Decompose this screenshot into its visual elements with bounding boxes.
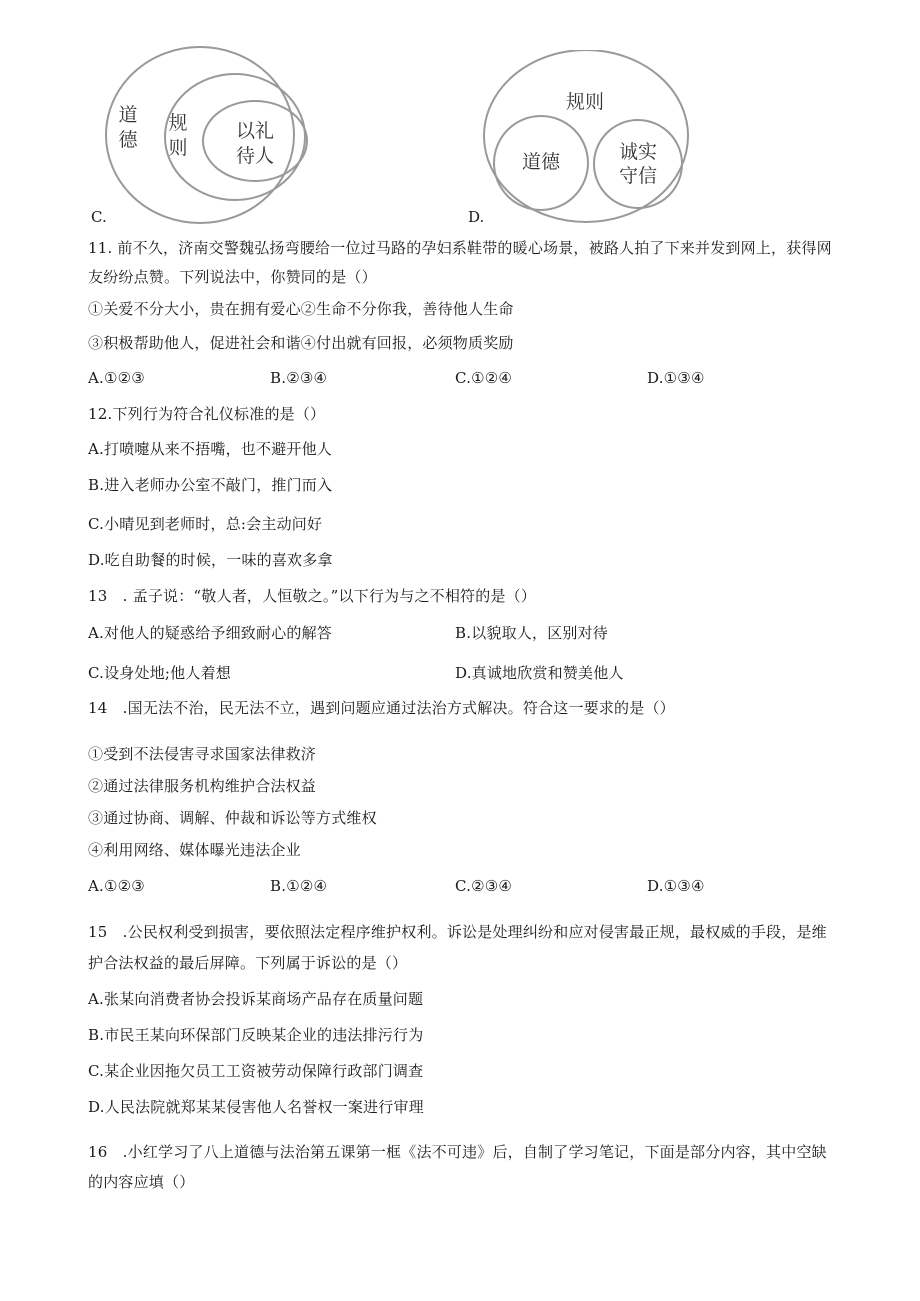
diagram-d-outer-label: 规则 [565, 91, 605, 113]
q14-stem: 14 .国无法不治，民无法不立，遇到问题应通过法治方式解决。符合这一要求的是（） [88, 699, 675, 717]
diagram-c-inner-label-2: 待人 [235, 145, 275, 167]
diagram-d-right-label-2: 守信 [618, 165, 658, 187]
q12-option-a[interactable]: A.打喷嚏从来不捂嘴，也不避开他人 [88, 440, 333, 458]
q11-option-c[interactable]: C.①②④ [455, 369, 513, 387]
q15-option-a[interactable]: A.张某向消费者协会投诉某商场产品存在质量问题 [88, 990, 424, 1008]
q13-option-d[interactable]: D.真诚地欣赏和赞美他人 [455, 664, 624, 682]
q11-statement-2: ③积极帮助他人，促进社会和谐④付出就有回报，必须物质奖励 [88, 334, 514, 352]
q14-option-c[interactable]: C.②③④ [455, 877, 513, 895]
q14-statement-2: ②通过法律服务机构维护合法权益 [88, 777, 317, 795]
diagram-c [85, 45, 325, 230]
q14-statement-4: ④利用网络、媒体曝光违法企业 [88, 841, 301, 859]
q12-option-d[interactable]: D.吃自助餐的时候，一味的喜欢多拿 [88, 551, 333, 569]
q14-option-d[interactable]: D.①③④ [647, 877, 705, 895]
q11-stem-line1: 11. 前不久，济南交警魏弘扬弯腰给一位过马路的孕妇系鞋带的暖心场景，被路人拍了下来并发到网上，获得网 [88, 239, 832, 257]
q15-stem-line2: 护合法权益的最后屏障。下列属于诉讼的是（） [88, 954, 408, 972]
q16-stem-line2: 的内容应填（） [88, 1173, 195, 1191]
q16-stem-line1: 16 .小红学习了八上道德与法治第五课第一框《法不可违》后，自制了学习笔记，下面是部分内容，其中空缺 [88, 1143, 827, 1161]
q11-option-b[interactable]: B.②③④ [270, 369, 328, 387]
q12-option-c[interactable]: C.小晴见到老师时，总:会主动问好 [88, 515, 323, 533]
q15-stem-line1: 15 .公民权利受到损害，要依照法定程序维护权利。诉讼是处理纠纷和应对侵害最正规，最权威的手段，是维 [88, 923, 827, 941]
q14-statement-3: ③通过协商、调解、仲裁和诉讼等方式维权 [88, 809, 377, 827]
q14-statement-1: ①受到不法侵害寻求国家法律救济 [88, 745, 317, 763]
diagram-c-middle-label-1: 规 [168, 112, 188, 134]
diagram-d-right-circle [594, 120, 682, 208]
q15-option-b[interactable]: B.市民王某向环保部门反映某企业的违法排污行为 [88, 1026, 424, 1044]
q11-option-a[interactable]: A.①②③ [88, 369, 145, 387]
diagram-d [475, 50, 705, 230]
q12-option-b[interactable]: B.进入老师办公室不敲门，推门而入 [88, 476, 333, 494]
diagram-d-option-label: D. [468, 208, 485, 226]
q11-statement-1: ①关爱不分大小，贵在拥有爱心②生命不分你我，善待他人生命 [88, 300, 514, 318]
q14-option-b[interactable]: B.①②④ [270, 877, 328, 895]
diagram-c-inner-label-1: 以礼 [235, 120, 275, 142]
q13-option-b[interactable]: B.以貌取人，区别对待 [455, 624, 608, 642]
diagram-c-outer-label-1: 道 [118, 104, 138, 126]
q13-option-c[interactable]: C.设身处地;他人着想 [88, 664, 231, 682]
q15-option-c[interactable]: C.某企业因拖欠员工工资被劳动保障行政部门调查 [88, 1062, 424, 1080]
diagram-c-option-label: C. [91, 208, 107, 226]
q11-option-d[interactable]: D.①③④ [647, 369, 705, 387]
diagram-d-right-label-1: 诚实 [618, 141, 658, 163]
diagram-c-middle-label-2: 则 [168, 137, 188, 159]
q12-stem: 12.下列行为符合礼仪标准的是（） [88, 405, 326, 423]
q11-stem-line2: 友纷纷点赞。下列说法中，你赞同的是（） [88, 268, 377, 286]
q14-option-a[interactable]: A.①②③ [88, 877, 145, 895]
q13-option-a[interactable]: A.对他人的疑惑给予细致耐心的解答 [88, 624, 333, 642]
q13-stem: 13 . 孟子说：“敬人者，人恒敬之。”以下行为与之不相符的是（） [88, 587, 537, 605]
q15-option-d[interactable]: D.人民法院就郑某某侵害他人名誉权一案进行审理 [88, 1098, 424, 1116]
diagram-d-left-label: 道德 [521, 151, 561, 173]
diagram-d-outer-circle [484, 50, 688, 222]
diagram-c-outer-label-2: 德 [118, 129, 138, 151]
